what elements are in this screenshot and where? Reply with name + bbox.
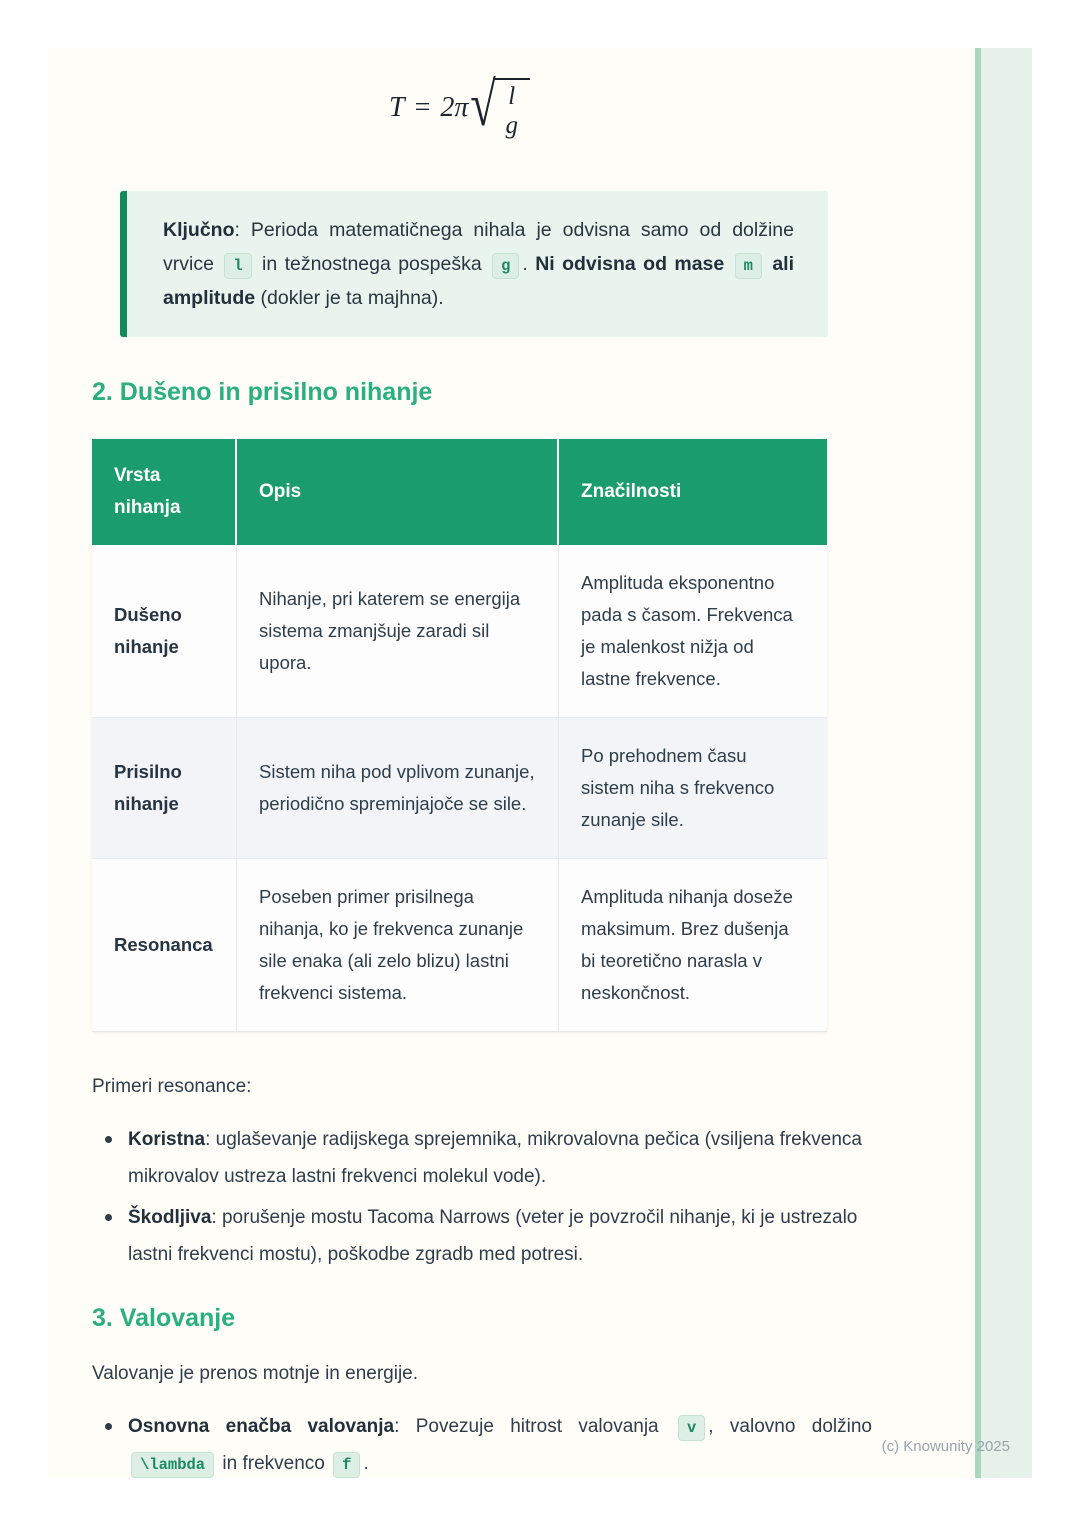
row-label-resonanca: Resonanca [92,859,237,1032]
section-heading-2: 2. Dušeno in prisilno nihanje [92,378,433,406]
table-row [92,545,827,718]
list-item [92,1121,872,1195]
pendulum-period-formula [92,66,827,150]
row-label-prisilno: Prisilno nihanje [92,718,237,859]
section-heading-3: 3. Valovanje [92,1304,236,1332]
list-item-text [128,1121,872,1195]
list-item-rest: : porušenje mostu Tacoma Narrows (veter je povzročil nihanje, ki je ustrezalo lastni frekvenci mostu), poškodbe zgradb med potresi. [128,1207,858,1265]
code-chip-v: v [678,1415,705,1441]
wave-bullet-text-1: : Povezuje hitrost valovanja [394,1416,659,1437]
fraction-numerator: l [508,82,516,110]
cell-duseno-opis: Nihanje, pri katerem se energija sistema zmanjšuje zaradi sil upora. [237,545,559,718]
wave-bullet-text-4: . [363,1453,369,1474]
bullet-icon [105,1214,112,1221]
callout-text-4: (dokler je ta majhna). [260,287,444,309]
list-item-lead: Koristna [128,1129,206,1150]
col-header-znacilnosti: Značilnosti [559,439,827,545]
right-edge-stripe [975,48,1032,1478]
copyright-watermark: (c) Knowunity 2025 [881,1438,1010,1455]
valovanje-intro: Valovanje je prenos motnje in energije. [92,1363,419,1384]
list-item-text [128,1199,872,1273]
square-root-radical [470,71,530,141]
cell-resonanca-opis: Poseben primer prisilnega nihanja, ko je frekvenca zunanje sile enaka (ali zelo blizu) lastni frekvenci sistema. [237,859,559,1032]
bullet-icon [105,1136,112,1143]
wave-bullet-text-2: , valovno dolžino [708,1416,872,1437]
list-item [92,1408,872,1478]
callout-text-3: . [522,253,528,275]
list-item-lead: Škodljiva [128,1207,212,1228]
resonance-examples-list [92,1121,872,1273]
document-page [48,48,1032,1478]
callout-label: Ključno [163,219,235,241]
formula-coefficient: 2π [440,92,469,123]
cell-resonanca-znacilnosti: Amplituda nihanja doseže maksimum. Brez dušenja bi teoretično narasla v neskončnost. [559,859,827,1032]
callout-text-1: : Perioda matematičnega nihala je odvisna samo od dolžine vrvice [163,219,794,275]
row-label-duseno: Dušeno nihanje [92,545,237,718]
code-chip-l: l [224,253,251,279]
key-point-callout [120,191,828,337]
code-chip-lambda: \lambda [131,1452,214,1478]
wave-bullet-lead: Osnovna enačba valovanja [128,1416,395,1437]
fraction-denominator: g [505,111,518,139]
primeri-resonance-label: Primeri resonance: [92,1076,252,1097]
table-row [92,718,827,859]
cell-prisilno-znacilnosti: Po prehodnem času sistem niha s frekvenco zunanje sile. [559,718,827,859]
bullet-icon [105,1423,112,1430]
wave-equation-text [128,1408,872,1478]
document-content [92,48,876,1478]
oscillation-types-table [92,439,827,1032]
table-header-row [92,439,827,545]
formula-lhs: T [389,92,405,123]
list-item [92,1199,872,1273]
wave-equation-list [92,1408,872,1478]
code-chip-g: g [492,253,519,279]
callout-text-2: in težnostnega pospeška [262,253,482,275]
table-row [92,859,827,1032]
cell-prisilno-opis: Sistem niha pod vplivom zunanje, periodično spreminjajoče se sile. [237,718,559,859]
callout-bold-2: ali amplitude [163,253,795,309]
code-chip-f: f [333,1452,360,1478]
fraction-l-over-g [493,78,530,141]
col-header-opis: Opis [237,439,559,545]
wave-bullet-text-3: in frekvenco [222,1453,325,1474]
formula-equals: = [414,92,431,123]
cell-duseno-znacilnosti: Amplituda eksponentno pada s časom. Frekvenca je malenkost nižja od lastne frekvence. [559,545,827,718]
list-item-rest: : uglaševanje radijskega sprejemnika, mikrovalovna pečica (vsiljena frekvenca mikrovalov ustreza lastni frekvenci molekul vode). [128,1129,862,1187]
col-header-vrsta-nihanja: Vrsta nihanja [92,439,237,545]
code-chip-m: m [735,253,762,279]
radical-sign-icon: √ [470,71,497,139]
callout-bold-1: Ni odvisna od mase [535,253,725,275]
